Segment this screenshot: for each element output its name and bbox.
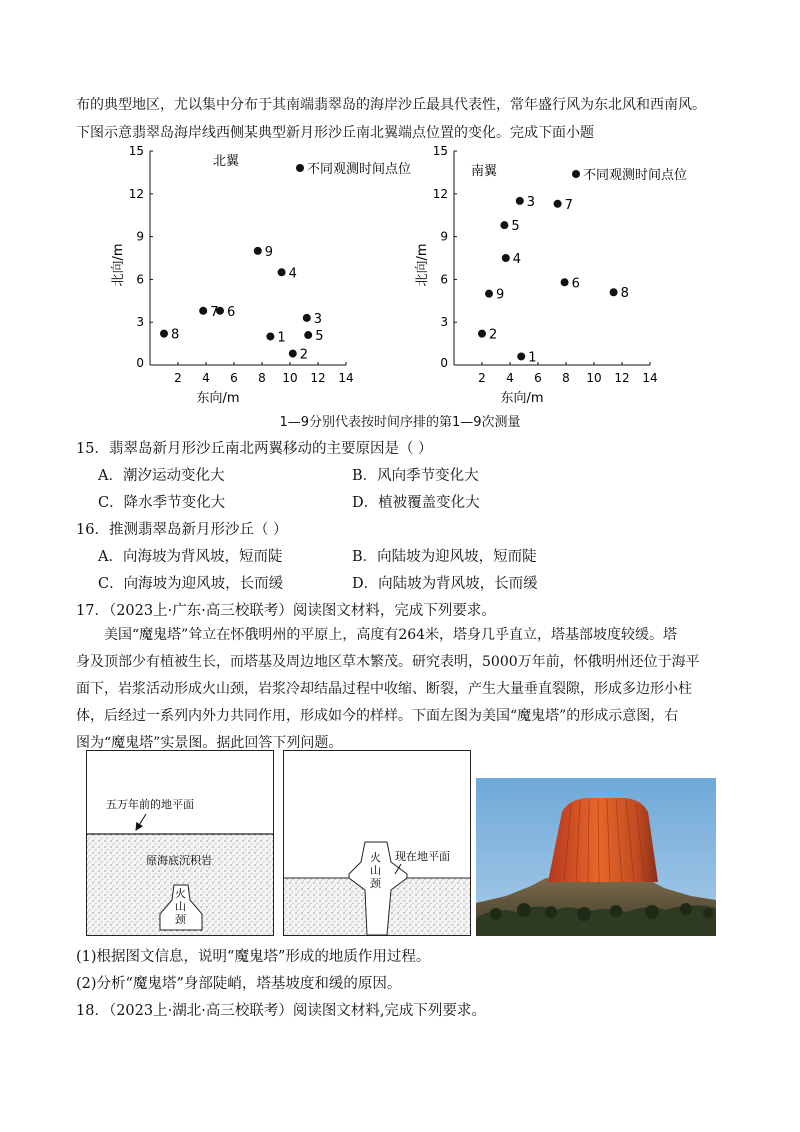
south-point-label-2: 2 <box>489 327 498 343</box>
south-point-label-3: 3 <box>526 194 536 210</box>
north-point-7 <box>199 307 207 315</box>
north-point-label-8: 8 <box>171 327 180 343</box>
question-17-paragraph-line-2: 身及顶部少有植被生长，而塔基及周边地区草木繁茂。研究表明，5000万年前，怀俄明州还位于海平 <box>76 654 700 670</box>
south-point-2 <box>478 330 486 338</box>
question-15-option-a: A．潮汐运动变化大 <box>98 468 225 484</box>
south-point-9 <box>485 290 493 298</box>
neck-label-1: 火 <box>175 887 186 900</box>
south-x-tick-label: 12 <box>614 371 630 385</box>
south-point-4 <box>502 254 510 262</box>
north-x-axis-label: 东向/m <box>196 391 240 406</box>
south-point-label-1: 1 <box>528 350 537 366</box>
north-wing-chart <box>111 144 411 406</box>
south-point-label-6: 6 <box>571 276 580 292</box>
neck-label-2: 山 <box>175 900 186 913</box>
north-y-tick-label: 15 <box>128 144 144 158</box>
north-point-5 <box>304 331 312 339</box>
north-point-label-3: 3 <box>313 311 323 327</box>
north-point-label-7: 7 <box>210 304 219 320</box>
south-point-label-8: 8 <box>620 286 629 302</box>
south-x-tick-label: 6 <box>534 371 542 385</box>
north-x-tick-label: 6 <box>230 371 238 385</box>
question-16-option-c: C．向海坡为迎风坡，长而缓 <box>98 576 284 592</box>
question-16-option-d: D．向陆坡为背风坡，长而缓 <box>352 576 538 592</box>
question-16-stem: 16．推测翡翠岛新月形沙丘（ ） <box>76 522 288 538</box>
question-17-paragraph-line-4: 体，后经过一系列内外力共同作用，形成如今的样样。下面左图为美国“魔鬼塔”的形成示意图，右 <box>76 708 679 724</box>
south-wing-chart <box>415 144 687 406</box>
devils-tower-photo <box>476 778 716 936</box>
north-point-label-6: 6 <box>227 304 236 320</box>
north-point-label-1: 1 <box>277 330 286 346</box>
question-16-option-b: B．向陆坡为迎风坡，短而陡 <box>352 549 537 565</box>
question-18-stem: 18．（2023上·湖北·高三校联考）阅读图文材料,完成下列要求。 <box>76 1003 486 1019</box>
question-17-paragraph-line-1: 美国“魔鬼塔”耸立在怀俄明州的平原上，高度有264米，塔身几乎直立，塔基部坡度较缓。塔 <box>104 627 678 643</box>
sediment-label: 原海底沉积岩 <box>146 854 212 867</box>
neck-label-3: 颈 <box>175 913 186 926</box>
south-y-tick-label: 3 <box>440 315 448 330</box>
south-y-tick-label: 15 <box>432 144 448 158</box>
now-ground-label: 现在地平面 <box>395 850 450 863</box>
old-ground-label: 五万年前的地平面 <box>106 798 194 811</box>
north-tick-origin: 0 <box>136 356 144 370</box>
question-15-option-d: D．植被覆盖变化大 <box>352 495 480 511</box>
north-point-1 <box>266 332 274 340</box>
chart-caption: 1—9分别代表按时间序排的第1—9次测量 <box>279 415 521 430</box>
south-y-axis-label: 北向/m <box>415 243 430 287</box>
south-point-label-7: 7 <box>564 197 573 213</box>
north-x-tick-label: 10 <box>282 371 298 385</box>
north-x-tick-label: 12 <box>310 371 326 385</box>
south-legend-marker <box>572 170 580 178</box>
north-x-tick-label: 8 <box>258 371 266 385</box>
question-17-paragraph-line-3: 面下，岩浆活动形成火山颈，岩浆冷却结晶过程中收缩、断裂，产生大量垂直裂隙，形成多边形小柱 <box>76 681 692 697</box>
south-legend-label: 不同观测时间点位 <box>583 168 688 183</box>
south-x-tick-label: 8 <box>562 371 570 385</box>
south-point-label-4: 4 <box>512 252 522 267</box>
south-point-label-9: 9 <box>496 287 505 303</box>
dune-wing-scatter-charts <box>0 138 800 438</box>
north-point-label-5: 5 <box>315 329 324 345</box>
question-15-stem: 15．翡翠岛新月形沙丘南北两翼移动的主要原因是（ ） <box>76 441 433 457</box>
north-y-tick-label: 6 <box>136 272 144 287</box>
south-point-8 <box>610 288 618 296</box>
north-y-tick-label: 9 <box>136 229 144 244</box>
formation-diagram-present <box>283 750 471 938</box>
south-y-tick-label: 6 <box>440 272 448 287</box>
south-point-3 <box>516 197 524 205</box>
question-17-sub-1: (1)根据图文信息，说明“魔鬼塔”形成的地质作用过程。 <box>76 949 431 965</box>
south-x-tick-label: 10 <box>586 371 602 385</box>
south-x-tick-label: 2 <box>478 371 486 385</box>
north-point-2 <box>289 350 297 358</box>
north-point-label-9: 9 <box>264 244 274 260</box>
neck-label-2: 山 <box>370 864 381 877</box>
north-y-axis-label: 北向/m <box>111 243 126 287</box>
south-point-label-5: 5 <box>511 219 520 235</box>
neck-label-3: 颈 <box>370 877 381 890</box>
south-tick-origin: 0 <box>440 356 448 370</box>
south-chart-title: 南翼 <box>470 164 498 179</box>
south-x-tick-label: 4 <box>506 371 514 385</box>
north-x-tick-label: 14 <box>338 371 354 385</box>
north-x-tick-label: 4 <box>202 371 210 385</box>
north-point-8 <box>160 330 168 338</box>
north-y-tick-label: 3 <box>136 315 144 330</box>
north-point-9 <box>254 247 262 255</box>
north-x-tick-label: 2 <box>174 371 182 385</box>
south-x-tick-label: 14 <box>642 371 658 385</box>
north-chart-title: 北翼 <box>212 154 240 169</box>
south-x-axis-label: 东向/m <box>500 391 544 406</box>
intro-line-1: 布的典型地区，尤以集中分布于其南端翡翠岛的海岸沙丘最具代表性，常年盛行风为东北风和西南风。 <box>76 97 706 113</box>
south-point-7 <box>554 200 562 208</box>
question-15-option-b: B．风向季节变化大 <box>352 468 479 484</box>
south-point-1 <box>517 352 525 360</box>
south-y-tick-label: 12 <box>432 186 448 201</box>
south-y-tick-label: 9 <box>440 229 448 244</box>
question-17-paragraph-line-5: 图为“魔鬼塔”实景图。据此回答下列问题。 <box>76 735 343 751</box>
south-point-5 <box>500 221 508 229</box>
neck-label-1: 火 <box>370 851 381 864</box>
question-17-stem: 17．（2023上·广东·高三校联考）阅读图文材料，完成下列要求。 <box>76 603 496 619</box>
north-point-label-2: 2 <box>299 347 309 363</box>
north-point-3 <box>303 314 311 322</box>
north-point-label-4: 4 <box>288 266 297 282</box>
question-16-option-a: A．向海坡为背风坡，短而陡 <box>98 549 283 565</box>
north-y-tick-label: 12 <box>128 186 144 201</box>
question-17-sub-2: (2)分析“魔鬼塔”身部陡峭，塔基坡度和缓的原因。 <box>76 976 402 992</box>
south-point-6 <box>561 278 569 286</box>
north-point-4 <box>278 268 286 276</box>
question-15-option-c: C．降水季节变化大 <box>98 495 226 511</box>
north-legend-marker <box>296 164 304 172</box>
intro-line-2: 下图示意翡翠岛海岸线西侧某典型新月形沙丘南北翼端点位置的变化。完成下面小题 <box>76 125 594 141</box>
formation-diagram-past <box>86 750 274 938</box>
north-legend-label: 不同观测时间点位 <box>307 162 412 177</box>
